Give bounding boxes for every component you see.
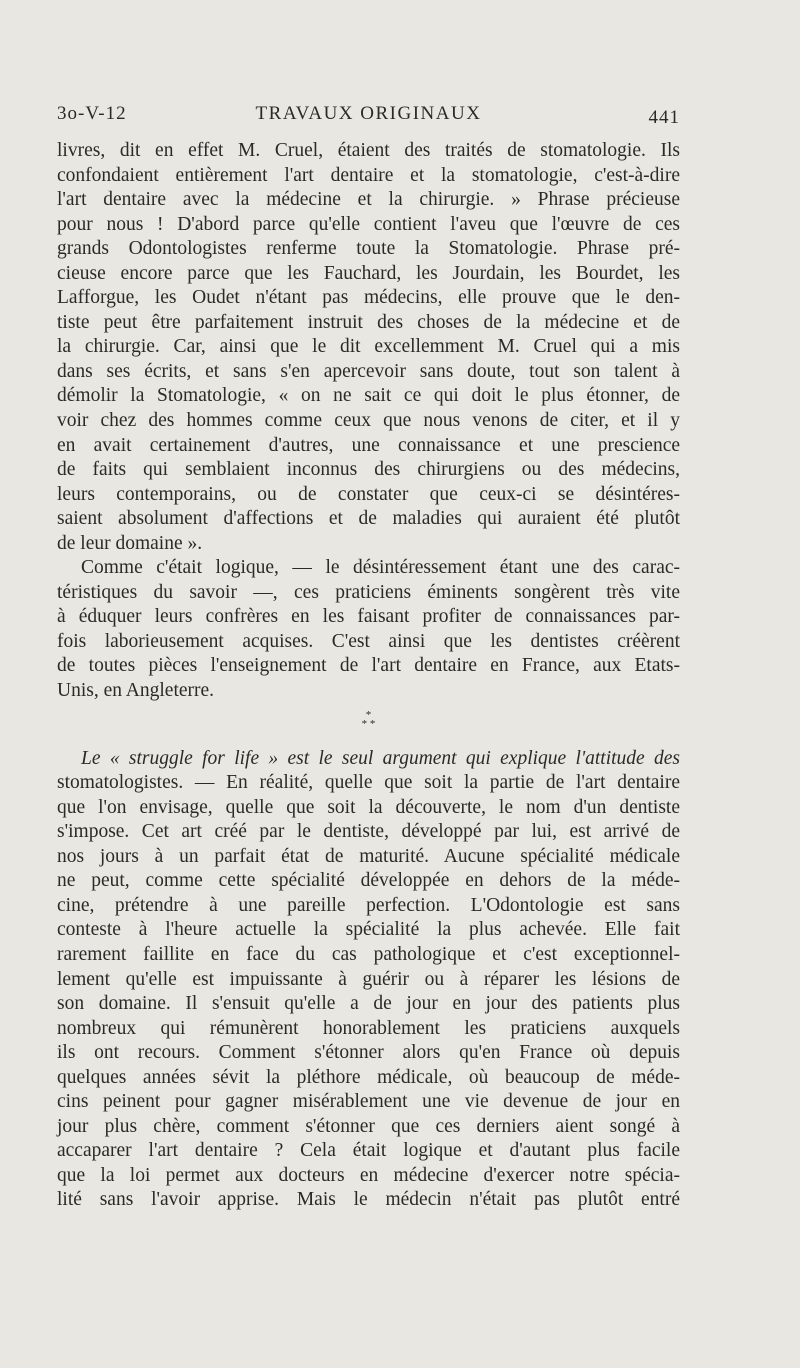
paragraph-1 <box>57 139 680 556</box>
text-line: pour nous ! D'abord parce qu'elle contient l'aveu que l'œuvre de ces <box>57 213 680 235</box>
text-line: en avait certainement d'autres, une connaissance et une prescience <box>57 434 680 456</box>
text-line: la chirurgie. Car, ainsi que le dit excellemment M. Cruel qui a mis <box>57 336 680 358</box>
header-section-title: TRAVAUX ORIGINAUX <box>255 103 482 124</box>
text-line: Lafforgue, les Oudet n'étant pas médecins, elle prouve que le den- <box>57 287 680 309</box>
running-header <box>57 103 680 131</box>
text-line: cine, prétendre à une pareille perfection. L'Odontologie est sans <box>57 894 680 916</box>
text-line: que la loi permet aux docteurs en médecine d'exercer notre spécia- <box>57 1164 680 1186</box>
text-line: de leur domaine ». <box>57 532 203 554</box>
text-line: nombreux qui rémunèrent honorablement les praticiens auxquels <box>57 1017 680 1039</box>
text-line: de faits qui semblaient inconnus des chirurgiens ou des médecins, <box>57 459 680 481</box>
text-line: téristiques du savoir —, ces praticiens éminents songèrent très vite <box>57 581 680 603</box>
text-line: lement qu'elle est impuissante à guérir ou à réparer les lésions de <box>57 968 680 990</box>
text-line: cieuse encore parce que les Fauchard, les Jourdain, les Bourdet, les <box>57 262 680 284</box>
text-line: saient absolument d'affections et de maladies qui auraient été plutôt <box>57 508 680 530</box>
text-line: livres, dit en effet M. Cruel, étaient des traités de stomatologie. Ils <box>57 140 680 161</box>
text-line: démolir la Stomatologie, « on ne sait ce qui doit le plus étonner, de <box>57 385 680 407</box>
section-heading-line: Le « struggle for life » est le seul argument qui explique l'attitude des <box>81 747 680 769</box>
text-line: quelques années sévit la pléthore médicale, où beaucoup de méde- <box>57 1066 680 1088</box>
text-line: grands Odontologistes renferme toute la Stomatologie. Phrase pré- <box>57 238 680 260</box>
section-separator <box>57 708 680 730</box>
text-line: stomatologistes. — En réalité, quelle que soit la partie de l'art dentaire <box>57 772 680 794</box>
header-date: 3o-V-12 <box>57 103 127 124</box>
paragraph-3 <box>57 747 680 1213</box>
text-line: son domaine. Il s'ensuit qu'elle a de jour en jour des patients plus <box>57 993 680 1015</box>
text-line: accaparer l'art dentaire ? Cela était logique et d'autant plus facile <box>57 1140 680 1162</box>
text-line: rarement faillite en face du cas pathologique et c'est exceptionnel- <box>57 943 680 965</box>
text-line: dans ses écrits, et sans s'en apercevoir sans doute, tout son talent à <box>57 360 680 382</box>
page-number: 441 <box>648 107 680 128</box>
text-line: cins peinent pour gagner misérablement une vie devenue de jour en <box>57 1091 680 1113</box>
body-text <box>57 139 680 1213</box>
text-line: fois laborieusement acquises. C'est ainsi que les dentistes créèrent <box>57 630 680 652</box>
text-line: leurs contemporains, ou de constater que ceux-ci se désintéres- <box>57 483 680 505</box>
text-line: ils ont recours. Comment s'étonner alors qu'en France où depuis <box>57 1042 680 1064</box>
asterism-bottom: * * <box>361 717 376 730</box>
text-line: nos jours à un parfait état de maturité. Aucune spécialité médicale <box>57 845 680 867</box>
text-line: que l'on envisage, quelle que soit la découverte, le nom d'un dentiste <box>57 796 680 818</box>
paragraph-2 <box>57 556 680 703</box>
text-line: Comme c'était logique, — le désintéressement étant une des carac- <box>81 557 680 579</box>
text-line: conteste à l'heure actuelle la spécialité la plus achevée. Elle fait <box>57 919 680 941</box>
text-line: voir chez des hommes comme ceux que nous venons de citer, et il y <box>57 410 680 432</box>
text-line: l'art dentaire avec la médecine et la chirurgie. » Phrase précieuse <box>57 189 680 211</box>
text-line: ne peut, comme cette spécialité développée en dehors de la méde- <box>57 870 680 892</box>
text-line: s'impose. Cet art créé par le dentiste, développé par lui, est arrivé de <box>57 821 680 843</box>
text-line: à éduquer leurs confrères en les faisant profiter de connaissances par- <box>57 606 680 628</box>
text-line: Unis, en Angleterre. <box>57 680 215 702</box>
asterism-top: * <box>365 708 372 721</box>
text-line: jour plus chère, comment s'étonner que ces derniers aient songé à <box>57 1115 680 1137</box>
text-line: confondaient entièrement l'art dentaire et la stomatologie, c'est-à-dire <box>57 164 680 186</box>
text-line: lité sans l'avoir apprise. Mais le médecin n'était pas plutôt entré <box>57 1189 680 1211</box>
text-line: tiste peut être parfaitement instruit des choses de la médecine et de <box>57 311 680 333</box>
text-line: de toutes pièces l'enseignement de l'art dentaire en France, aux Etats- <box>57 655 680 677</box>
